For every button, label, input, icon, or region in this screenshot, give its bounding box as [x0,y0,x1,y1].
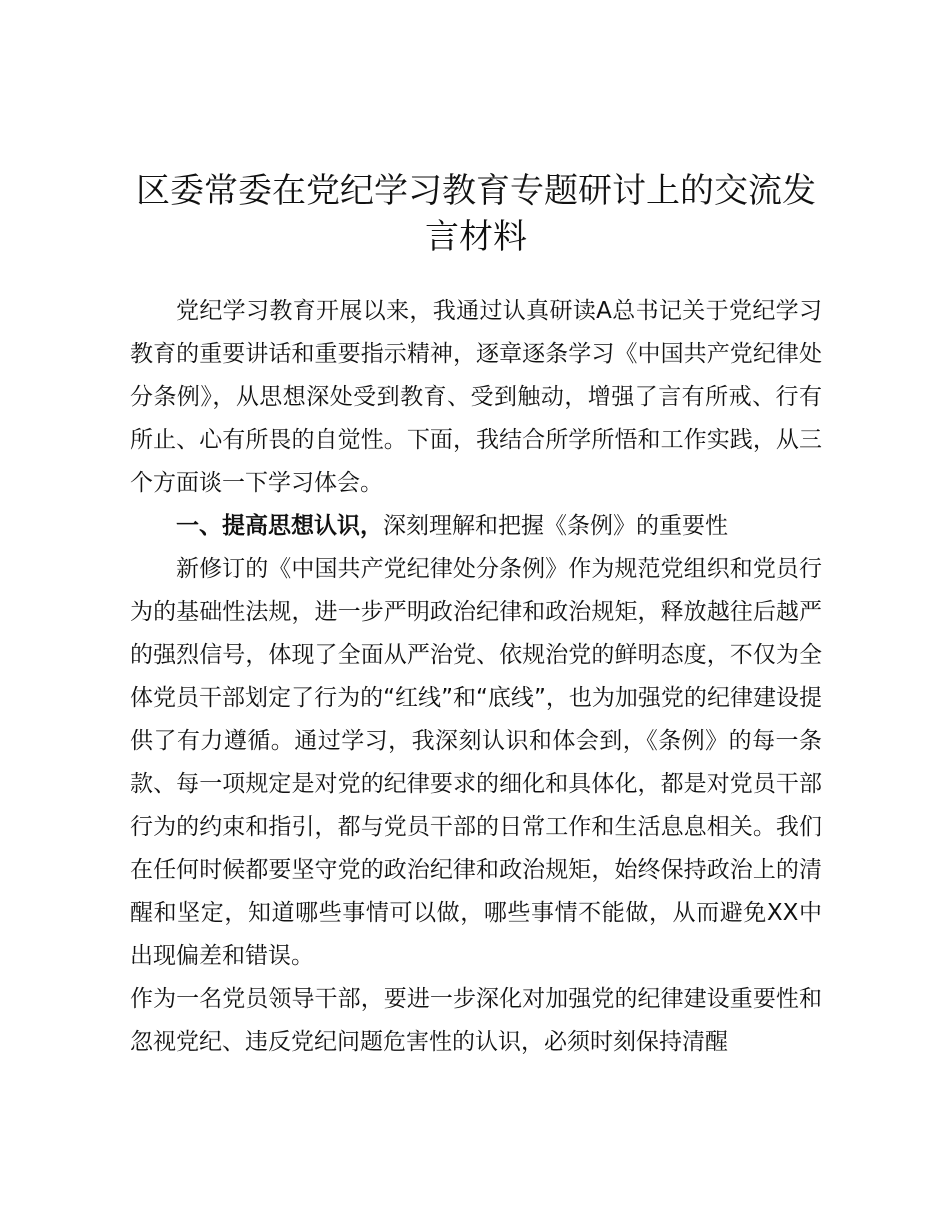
section-1-paragraph-2: 作为一名党员领导干部，要进一步深化对加强党的纪律建设重要性和忽视党纪、违反党纪问题危害性的认识，必须时刻保持清醒 [130,986,822,1055]
intro-paragraph: 党纪学习教育开展以来，我通过认真研读A总书记关于党纪学习教育的重要讲话和重要指示精神，逐章逐条学习《中国共产党纪律处分条例》，从思想深处受到教育、受到触动，增强了言有所戒、行有所止、心有所畏的自觉性。下面，我结合所学所悟和工作实践，从三个方面谈一下学习体会。 [130,298,822,496]
section-1-heading-bold: 一、提高思想认识， [176,513,383,539]
title-line-2: 言材料 [425,217,527,257]
document-title [130,168,822,260]
document-page [130,168,822,1064]
section-1-heading [130,505,822,548]
section-1-paragraph: 新修订的《中国共产党纪律处分条例》作为规范党组织和党员行为的基础性法规，进一步严明政治纪律和政治规矩，释放越往后越严的强烈信号，体现了全面从严治党、依规治党的鲜明态度，不仅为全体党员干部划定了行为的“红线”和“底线”，也为加强党的纪律建设提供了有力遵循。通过学习，我深刻认识和体会到，《条例》的每一条款、每一项规定是对党的纪律要求的细化和具体化，都是对党员干部行为的约束和指引，都与党员干部的日常工作和生活息息相关。我们在任何时候都要坚守党的政治纪律和政治规矩，始终保持政治上的清醒和坚定，知道哪些事情可以做，哪些事情不能做，从而避免XX中出现偏差和错误。 [130,556,822,969]
title-line-1: 区委常委在党纪学习教育专题研讨上的交流发 [136,171,816,211]
document-body [130,290,822,1064]
section-1-heading-rest: 深刻理解和把握《条例》的重要性 [383,513,728,539]
